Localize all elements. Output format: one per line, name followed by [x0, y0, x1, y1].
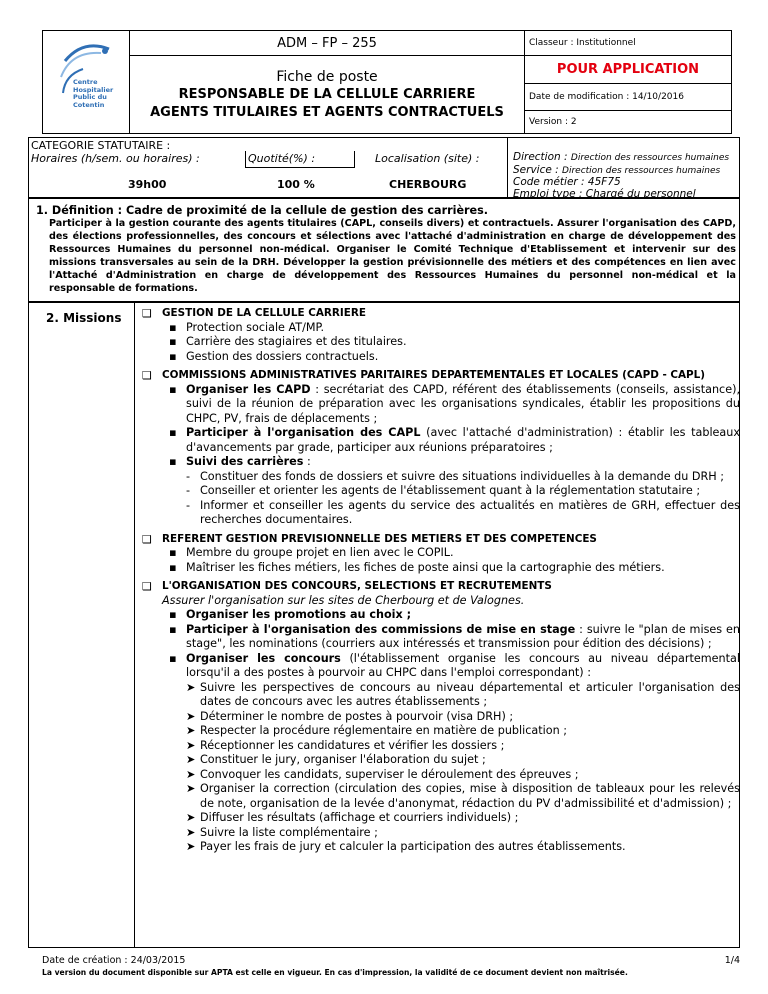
item-text: Payer les frais de jury et calculer la participation des autres établissements.	[200, 840, 626, 853]
localisation-label: Localisation (site) :	[375, 152, 480, 165]
quotite-label: Quotité(%) :	[248, 152, 316, 165]
arrow-bullet-icon: ➤	[186, 724, 196, 737]
document-reference: ADM – FP – 255	[130, 31, 525, 56]
page-title	[130, 56, 525, 134]
item-text: (l'établissement organise les concours au niveau départemental lorsqu'il a des postes à pourvoir au CHPC dans l'emploi correspondant) :	[186, 651, 740, 679]
square-bullet-icon: ▪	[169, 320, 177, 334]
group-title: GESTION DE LA CELLULE CARRIERE	[162, 307, 366, 319]
square-bullet-icon: ▪	[169, 622, 177, 636]
item-bold: Participer à l'organisation des commissions de mise en stage	[186, 622, 576, 636]
quotite-value: 100 %	[277, 178, 315, 191]
item-text: (avec l'attaché d'administration) : établir les tableaux d'avancements par grade, participer aux réunions préparatoires ;	[186, 426, 740, 454]
square-bullet-icon: ▪	[169, 651, 177, 665]
arrow-bullet-icon: ➤	[186, 825, 196, 839]
logo-line: Cotentin	[73, 100, 105, 109]
item-text: Carrière des stagiaires et des titulaires.	[186, 335, 407, 348]
arrow-bullet-icon: ➤	[186, 811, 196, 824]
logo-line: Centre	[73, 78, 98, 86]
checkbox-bullet-icon: ❑	[142, 532, 152, 546]
divider	[245, 151, 246, 168]
item-bold: Organiser les CAPD	[186, 382, 311, 396]
title-agents: AGENTS TITULAIRES ET AGENTS CONTRACTUELS	[150, 104, 504, 120]
square-bullet-icon: ▪	[169, 546, 177, 559]
info-box	[28, 137, 740, 198]
item-text: Suivre les perspectives de concours au niveau départemental et articuler l'organisation des dates de concours avec les autres établissements ;	[200, 680, 740, 708]
list-item	[162, 608, 740, 623]
title-fiche: Fiche de poste	[276, 68, 378, 85]
square-bullet-icon: ▪	[169, 426, 177, 439]
list-item	[162, 753, 740, 768]
mission-group	[142, 579, 740, 855]
list-item	[162, 826, 740, 841]
list-item	[162, 484, 740, 499]
item-text: Réceptionner les candidatures et vérifier les dossiers ;	[200, 738, 505, 752]
item-text: : secrétariat des CAPD, référent des établissements (conseils, assistance), suivi de la réunion de préparation avec les organisations syndicales, établir les propositions du CHPC, PV, frais de déplacements ;	[186, 382, 740, 425]
item-text: Respecter la procédure réglementaire en matière de publication ;	[200, 724, 567, 737]
list-item	[162, 710, 740, 725]
creation-date: Date de création : 24/03/2015	[42, 955, 186, 966]
version-label: Version : 2	[525, 111, 732, 134]
item-text: Diffuser les résultats (affichage et courriers individuels) ;	[200, 811, 519, 824]
list-item	[162, 840, 740, 855]
mission-group	[142, 306, 740, 364]
checkbox-bullet-icon: ❑	[142, 580, 152, 593]
divider	[245, 167, 355, 168]
dash-bullet: -	[186, 469, 191, 483]
logo-cell	[43, 31, 130, 134]
group-title: COMMISSIONS ADMINISTRATIVES PARITAIRES DEPARTEMENTALES ET LOCALES (CAPD - CAPL)	[162, 369, 706, 381]
logo-line: Hospitalier	[73, 85, 114, 94]
item-text: Membre du groupe projet en lien avec le COPIL.	[186, 546, 454, 559]
item-text: Constituer le jury, organiser l'élaboration du sujet ;	[200, 753, 486, 766]
list-item	[162, 724, 740, 739]
list-item	[162, 426, 740, 455]
direction-value: Direction des ressources humaines	[570, 153, 730, 163]
list-item	[162, 768, 740, 783]
list-item	[162, 652, 740, 681]
code-metier: Code métier : 45F75	[513, 176, 621, 188]
mission-group	[142, 368, 740, 528]
item-text: Maîtriser les fiches métiers, les fiches de poste ainsi que la cartographie des métiers.	[186, 560, 665, 574]
arrow-bullet-icon: ➤	[186, 782, 196, 795]
footer	[42, 955, 740, 966]
status-badge: POUR APPLICATION	[525, 56, 732, 84]
item-text: Informer et conseiller les agents du service des actualités en matières de GRH, effectuer des recherches documentaires.	[200, 498, 740, 526]
hospital-logo	[43, 31, 129, 133]
square-bullet-icon: ▪	[169, 455, 177, 468]
dash-bullet: -	[186, 484, 191, 497]
group-title: REFERENT GESTION PREVISIONNELLE DES METIERS ET DES COMPETENCES	[162, 532, 597, 545]
service-value: Direction des ressources humaines	[562, 165, 721, 176]
page-number: 1/4	[724, 955, 740, 966]
missions-list	[142, 306, 740, 859]
item-bold: Organiser les concours	[186, 651, 341, 665]
divider	[507, 138, 508, 199]
categorie-label: CATEGORIE STATUTAIRE :	[31, 139, 171, 152]
list-item	[162, 335, 740, 350]
group-intro: Assurer l'organisation sur les sites de Cherbourg et de Valognes.	[162, 593, 525, 607]
list-item	[162, 383, 740, 427]
classeur-label: Classeur : Institutionnel	[525, 31, 732, 56]
item-text: Déterminer le nombre de postes à pourvoir (visa DRH) ;	[200, 709, 514, 723]
horaires-value: 39h00	[128, 178, 167, 191]
list-item	[162, 499, 740, 528]
arrow-bullet-icon: ➤	[186, 767, 196, 781]
square-bullet-icon: ▪	[169, 608, 177, 621]
checkbox-bullet-icon: ❑	[142, 307, 152, 320]
service-label: Service :	[513, 163, 563, 176]
item-text: Conseiller et orienter les agents de l'établissement quant à la réglementation statutaire ;	[200, 484, 701, 497]
square-bullet-icon: ▪	[169, 335, 177, 348]
item-text: Convoquer les candidats, superviser le déroulement des épreuves ;	[200, 767, 579, 781]
square-bullet-icon: ▪	[169, 560, 177, 574]
definition-title: 1. Définition : Cadre de proximité de la cellule de gestion des carrières.	[36, 204, 489, 217]
item-text: :	[303, 455, 311, 468]
definition-section	[36, 204, 736, 295]
divider	[354, 151, 355, 168]
list-item	[162, 681, 740, 710]
list-item	[162, 350, 740, 365]
item-text: Organiser la correction (circulation des copies, mise à disposition de tableaux pour les relevés de note, organisation de la levée d'anonymat, rédaction du PV d'admissibilité et d'admission) ;	[200, 782, 740, 810]
direction-label: Direction :	[513, 151, 571, 163]
list-item	[162, 470, 740, 485]
mission-group	[142, 532, 740, 576]
localisation-value: CHERBOURG	[389, 178, 467, 191]
title-role: RESPONSABLE DE LA CELLULE CARRIERE	[178, 86, 476, 102]
square-bullet-icon: ▪	[169, 382, 177, 396]
item-text: Protection sociale AT/MP.	[186, 320, 325, 334]
square-bullet-icon: ▪	[169, 349, 177, 363]
divider	[134, 302, 135, 948]
footer-notice: La version du document disponible sur APTA est celle en vigueur. En cas d'impression, la validité de ce document devient non maîtrisée.	[42, 968, 628, 977]
list-item	[162, 623, 740, 652]
item-bold: Organiser les promotions au choix ;	[186, 608, 412, 621]
item-bold: Participer à l'organisation des CAPL	[186, 426, 421, 439]
list-item	[162, 455, 740, 470]
missions-label: 2. Missions	[46, 311, 122, 325]
dash-bullet: -	[186, 498, 191, 512]
item-bold: Suivi des carrières	[186, 455, 304, 468]
list-item	[162, 739, 740, 754]
arrow-bullet-icon: ➤	[186, 709, 196, 723]
list-item	[162, 811, 740, 826]
arrow-bullet-icon: ➤	[186, 738, 196, 752]
list-item	[162, 561, 740, 576]
document-header	[42, 30, 732, 134]
item-text: : suivre le "plan de mises en stage", les nominations (courriers aux intéressés et transmission pour édition des décisions) ;	[186, 622, 740, 650]
list-item	[162, 321, 740, 336]
item-text: Gestion des dossiers contractuels.	[186, 349, 379, 363]
definition-text: Participer à la gestion courante des agents titulaires (CAPL, conseils divers) et contractuels. Assurer l'organisation des CAPD, des élections professionnelles, des concours et sélections avec l'attaché d'administration en charge de développement des Ressources Humaines du personnel non-médical. Organiser le Comité Technique d'Etablissement et intervenir sur des missions transversales au sein de la DRH. Développer la gestion prévisionnelle des métiers et des compétences en lien avec l'Attaché d'Administration en charge de développement des Ressources Humaines du personnel non-médical et la responsable de formations.	[49, 218, 736, 294]
arrow-bullet-icon: ➤	[186, 680, 196, 694]
modification-date: Date de modification : 14/10/2016	[525, 84, 732, 111]
item-text: Suivre la liste complémentaire ;	[200, 825, 378, 839]
emploi-type: Emploi type : Chargé du personnel	[513, 187, 696, 200]
direction-block	[513, 152, 729, 200]
arrow-bullet-icon: ➤	[186, 840, 196, 853]
arrow-bullet-icon: ➤	[186, 753, 196, 766]
checkbox-bullet-icon: ❑	[142, 369, 152, 382]
logo-line: Public du	[73, 93, 107, 101]
list-item	[162, 546, 740, 561]
horaires-label: Horaires (h/sem. ou horaires) :	[31, 152, 200, 165]
item-text: Constituer des fonds de dossiers et suivre des situations individuelles à la demande du DRH ;	[200, 469, 725, 483]
group-title: L'ORGANISATION DES CONCOURS, SELECTIONS ET RECRUTEMENTS	[162, 580, 552, 592]
list-item	[162, 782, 740, 811]
